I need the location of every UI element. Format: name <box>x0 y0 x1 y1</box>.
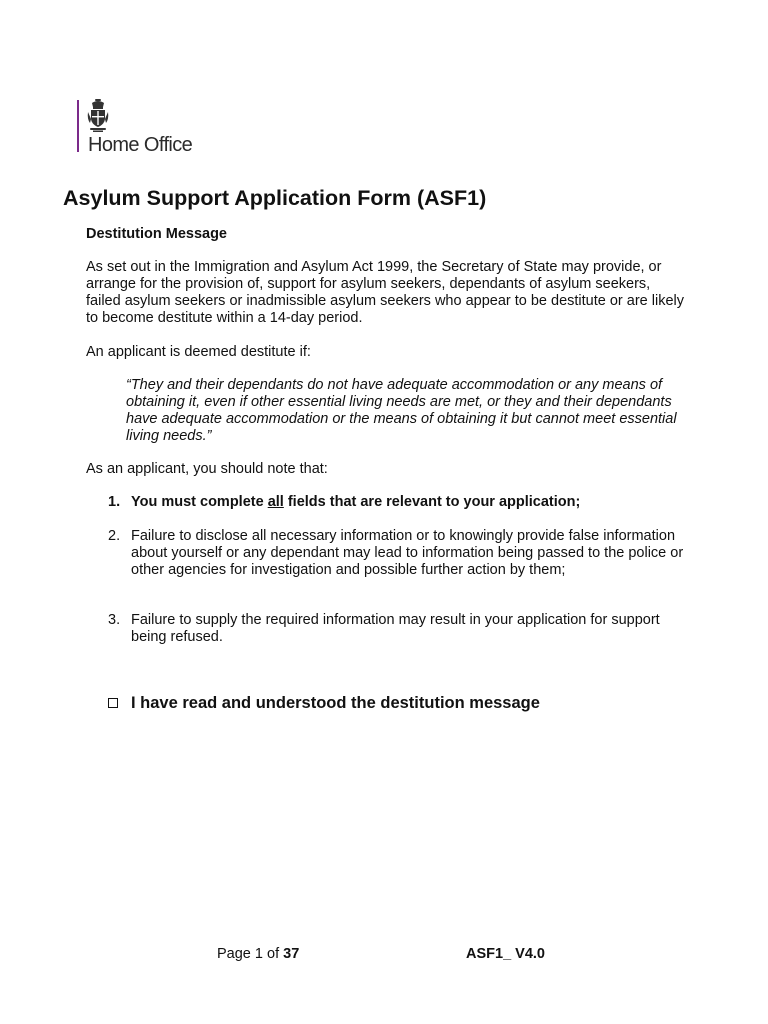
section-heading: Destitution Message <box>86 226 227 242</box>
confirmation-checkbox[interactable] <box>108 698 118 708</box>
list-item-text: Failure to disclose all necessary information or to knowingly provide false information about yourself or any dependant may lead to information being passed to the police or other agencies for investigation and possible further action by them; <box>131 528 684 578</box>
intro-paragraph: As set out in the Immigration and Asylum Act 1999, the Secretary of State may provide, or arrange for the provision of, support for asylum seekers, dependants of asylum seekers, failed asylum seekers or inadmissible asylum seekers who appear to be destitute or are likely to become destitute within a 14-day period. <box>86 259 685 326</box>
list-item-number: 1. <box>108 494 121 510</box>
list-item <box>108 528 688 579</box>
page-word: Page <box>217 946 255 962</box>
page-number <box>217 946 299 963</box>
emphasis-all: all <box>267 494 284 510</box>
list-item-text <box>131 494 688 511</box>
form-version-code: ASF1_ V4.0 <box>466 946 545 962</box>
list-item-number: 2. <box>108 528 121 544</box>
list-item-text-end: fields that are relevant to your application; <box>283 494 581 510</box>
royal-crest-icon <box>87 99 109 133</box>
list-item-text: Failure to supply the required information may result in your application for support being refused. <box>131 612 660 645</box>
confirmation-label: I have read and understood the destitution message <box>131 694 540 712</box>
destitution-definition-quote: “They and their dependants do not have adequate accommodation or any means of obtaining it, even if other essential living needs are met, or they and their dependants have adequate accommodation or the means of obtaining it but cannot meet essential living needs.” <box>126 377 677 444</box>
list-item <box>108 612 688 646</box>
organisation-name: Home Office <box>88 134 193 156</box>
list-item-number: 3. <box>108 612 121 628</box>
list-item <box>108 494 688 511</box>
total-pages: 37 <box>283 946 300 962</box>
current-page: 1 <box>254 946 263 962</box>
form-title: Asylum Support Application Form (ASF1) <box>63 186 487 210</box>
list-item-text-start: You must complete <box>131 494 268 510</box>
deemed-destitute-line: An applicant is deemed destitute if: <box>86 344 311 360</box>
of-word: of <box>262 946 284 962</box>
logo-accent-bar <box>77 100 79 152</box>
note-line: As an applicant, you should note that: <box>86 461 328 477</box>
